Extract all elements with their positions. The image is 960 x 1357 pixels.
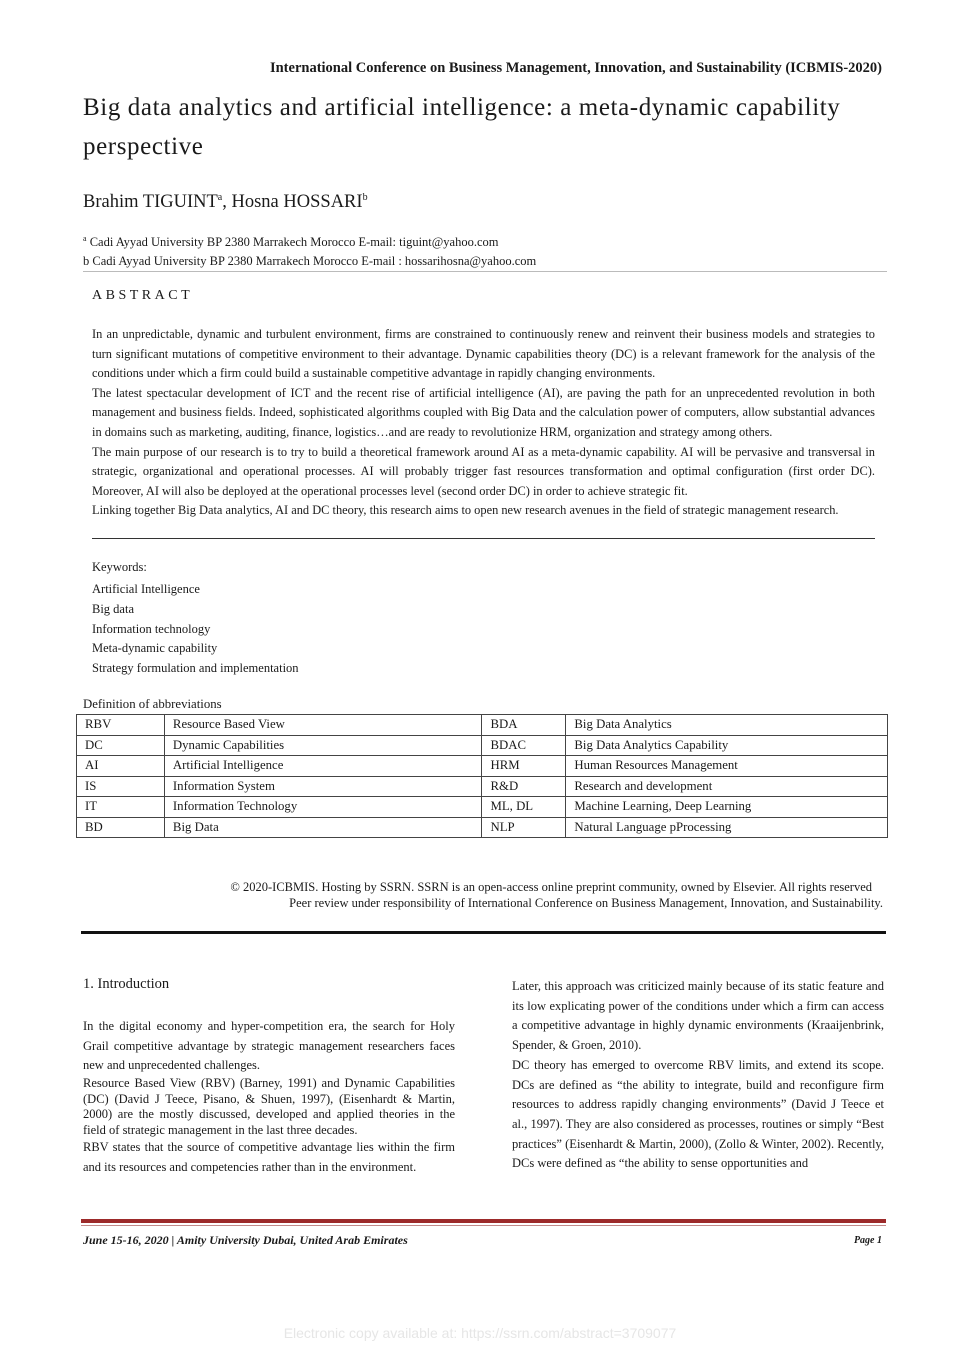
author-affiliation-mark: b — [362, 192, 368, 203]
abstract-body — [92, 325, 875, 521]
abbr-cell: BDAC — [482, 735, 566, 756]
abbr-cell: IT — [77, 797, 165, 818]
paper-title: Big data analytics and artificial intelligence: a meta-dynamic capability perspective — [83, 94, 841, 160]
body-paragraph: In the digital economy and hyper-competition era, the search for Holy Grail competitive advantage by strategic management researchers faces new and unprecedented challenges. — [83, 1019, 455, 1073]
abbr-cell: AI — [77, 756, 165, 777]
body-paragraph: RBV states that the source of competitive advantage lies within the firm and its resources and competencies rather than in the environment. — [83, 1140, 455, 1174]
definition-cell: Information Technology — [164, 797, 482, 818]
body-paragraph: DC theory has emerged to overcome RBV limits, and extend its scope. DCs are defined as “the ability to integrate, build and reconfigure firm resources to address rapidly changing environments” (David J Teece et al., 1997). They are also considered as processes, routines or simply “Best practices” (Eisenhardt & Martin, 2000), (Zollo & Winter, 2002). Recently, DCs were defined as “the ability to sense opportunities and — [512, 1057, 884, 1171]
abstract-heading: ABSTRACT — [92, 288, 194, 303]
abbr-cell: ML, DL — [482, 797, 566, 818]
author-separator: , — [222, 192, 232, 213]
section-divider — [81, 931, 886, 934]
definition-cell: Human Resources Management — [566, 756, 888, 777]
abbr-cell: RBV — [77, 715, 165, 736]
body-paragraph: Later, this approach was criticized mainly because of its static feature and its low explicating power of the conditions under which a firm can access a competitive advantage in highly dynamic environments (Kraaijenbrink, Spender, & Groen, 2010). — [512, 979, 884, 1053]
affiliation-a — [83, 234, 498, 250]
keyword-item: Meta-dynamic capability — [92, 641, 218, 656]
page-number: Page 1 — [853, 1235, 882, 1246]
keyword-item: Big data — [92, 601, 135, 616]
peer-review-notice: Peer review under responsibility of International Conference on Business Management, Innovation, and Sustainability. — [289, 896, 883, 910]
table-row — [77, 797, 888, 818]
definition-cell: Big Data — [164, 817, 482, 838]
intro-left-column — [83, 1017, 455, 1178]
definition-cell: Big Data Analytics — [566, 715, 888, 736]
abstract-paragraph: The main purpose of our research is to try to build a theoretical framework around AI as a meta-dynamic capability. AI will be pervasive and transversal in strategic, organizational and operational processes. AI will probably trigger fast resources transformation and optimal configuration (first order DC). Moreover, AI will also be deployed at the operational processes level (second order DC) in order to achieve strategic fit. — [92, 444, 875, 498]
definition-cell: Natural Language pProcessing — [566, 817, 888, 838]
divider — [83, 271, 887, 272]
footer-rule — [81, 1225, 886, 1226]
copyright-notice: © 2020-ICBMIS. Hosting by SSRN. SSRN is an open-access online preprint community, owned by Elsevier. All rights reserved — [230, 880, 872, 894]
definition-cell: Research and development — [566, 776, 888, 797]
abbr-cell: NLP — [482, 817, 566, 838]
keyword-item: Artificial Intelligence — [92, 582, 200, 596]
definition-cell: Big Data Analytics Capability — [566, 735, 888, 756]
table-row — [77, 776, 888, 797]
body-paragraph: Resource Based View (RBV) (Barney, 1991) and Dynamic Capabilities (DC) (David J Teece, Pisano, & Shuen, 1997), (Eisenhardt & Martin, 2000) are the mostly discussed, developed and applied theories in the field of strategic management in the last three decades. — [83, 1076, 455, 1137]
abbr-cell: DC — [77, 735, 165, 756]
abbreviations-table — [76, 714, 888, 838]
affiliation-mark: a — [83, 234, 87, 243]
footer-event-info: June 15-16, 2020 | Amity University Dubai, United Arab Emirates — [83, 1233, 408, 1247]
intro-right-column — [512, 977, 884, 1174]
author-affiliation-mark: a — [217, 192, 223, 203]
abbr-cell: BDA — [482, 715, 566, 736]
table-row — [77, 756, 888, 777]
ssrn-watermark: Electronic copy available at: https://ssrn.com/abstract=3709077 — [283, 1325, 677, 1341]
author-name: Hosna HOSSARI — [231, 192, 363, 213]
abstract-paragraph: In an unpredictable, dynamic and turbulent environment, firms are constrained to continuously renew and reinvent their business models and strategies to turn significant mutations of competitive environment to their advantage. Dynamic capabilities theory (DC) is a relevant framework for the analysis of the conditions under which a firm could build a sustainable competitive advantage in rapidly changing environments. — [92, 327, 875, 381]
abstract-paragraph: The latest spectacular development of ICT and the recent rise of artificial intelligence (AI), are paving the path for an unprecedented revolution in both management and business fields. Indeed, sophisticated algorithms coupled with Big Data and the calculation power of computers, allow substantial advances in domains such as marketing, auditing, finance, logistics…and are ready to revolutionize HRM, organization and strategy among others. — [92, 385, 875, 439]
definition-cell: Information System — [164, 776, 482, 797]
footer-rule — [81, 1219, 886, 1223]
divider — [92, 538, 875, 539]
definition-cell: Resource Based View — [164, 715, 482, 736]
definition-cell: Machine Learning, Deep Learning — [566, 797, 888, 818]
keyword-item: Information technology — [92, 621, 211, 636]
author-line — [83, 192, 368, 213]
abbr-cell: IS — [77, 776, 165, 797]
author-name: Brahim TIGUINT — [83, 192, 218, 213]
abstract-paragraph: Linking together Big Data analytics, AI and DC theory, this research aims to open new research avenues in the field of strategic management research. — [92, 503, 839, 518]
table-row — [77, 817, 888, 838]
affiliation-text: Cadi Ayyad University BP 2380 Marrakech Morocco E-mail: tiguint@yahoo.com — [86, 235, 499, 250]
keyword-item: Strategy formulation and implementation — [92, 661, 299, 676]
abbr-cell: HRM — [482, 756, 566, 777]
abbr-cell: BD — [77, 817, 165, 838]
conference-header: International Conference on Business Management, Innovation, and Sustainability (ICBMIS-2020) — [269, 60, 882, 76]
table-row — [77, 715, 888, 736]
abbr-cell: R&D — [482, 776, 566, 797]
section-heading: 1. Introduction — [83, 976, 170, 992]
affiliation-b: b Cadi Ayyad University BP 2380 Marrakech Morocco E-mail : hossarihosna@yahoo.com — [83, 254, 537, 268]
definition-cell: Dynamic Capabilities — [164, 735, 482, 756]
definition-cell: Artificial Intelligence — [164, 756, 482, 777]
abbreviations-caption: Definition of abbreviations — [83, 697, 222, 711]
table-row — [77, 735, 888, 756]
keywords-heading: Keywords: — [92, 560, 147, 574]
keywords-list — [92, 580, 299, 679]
